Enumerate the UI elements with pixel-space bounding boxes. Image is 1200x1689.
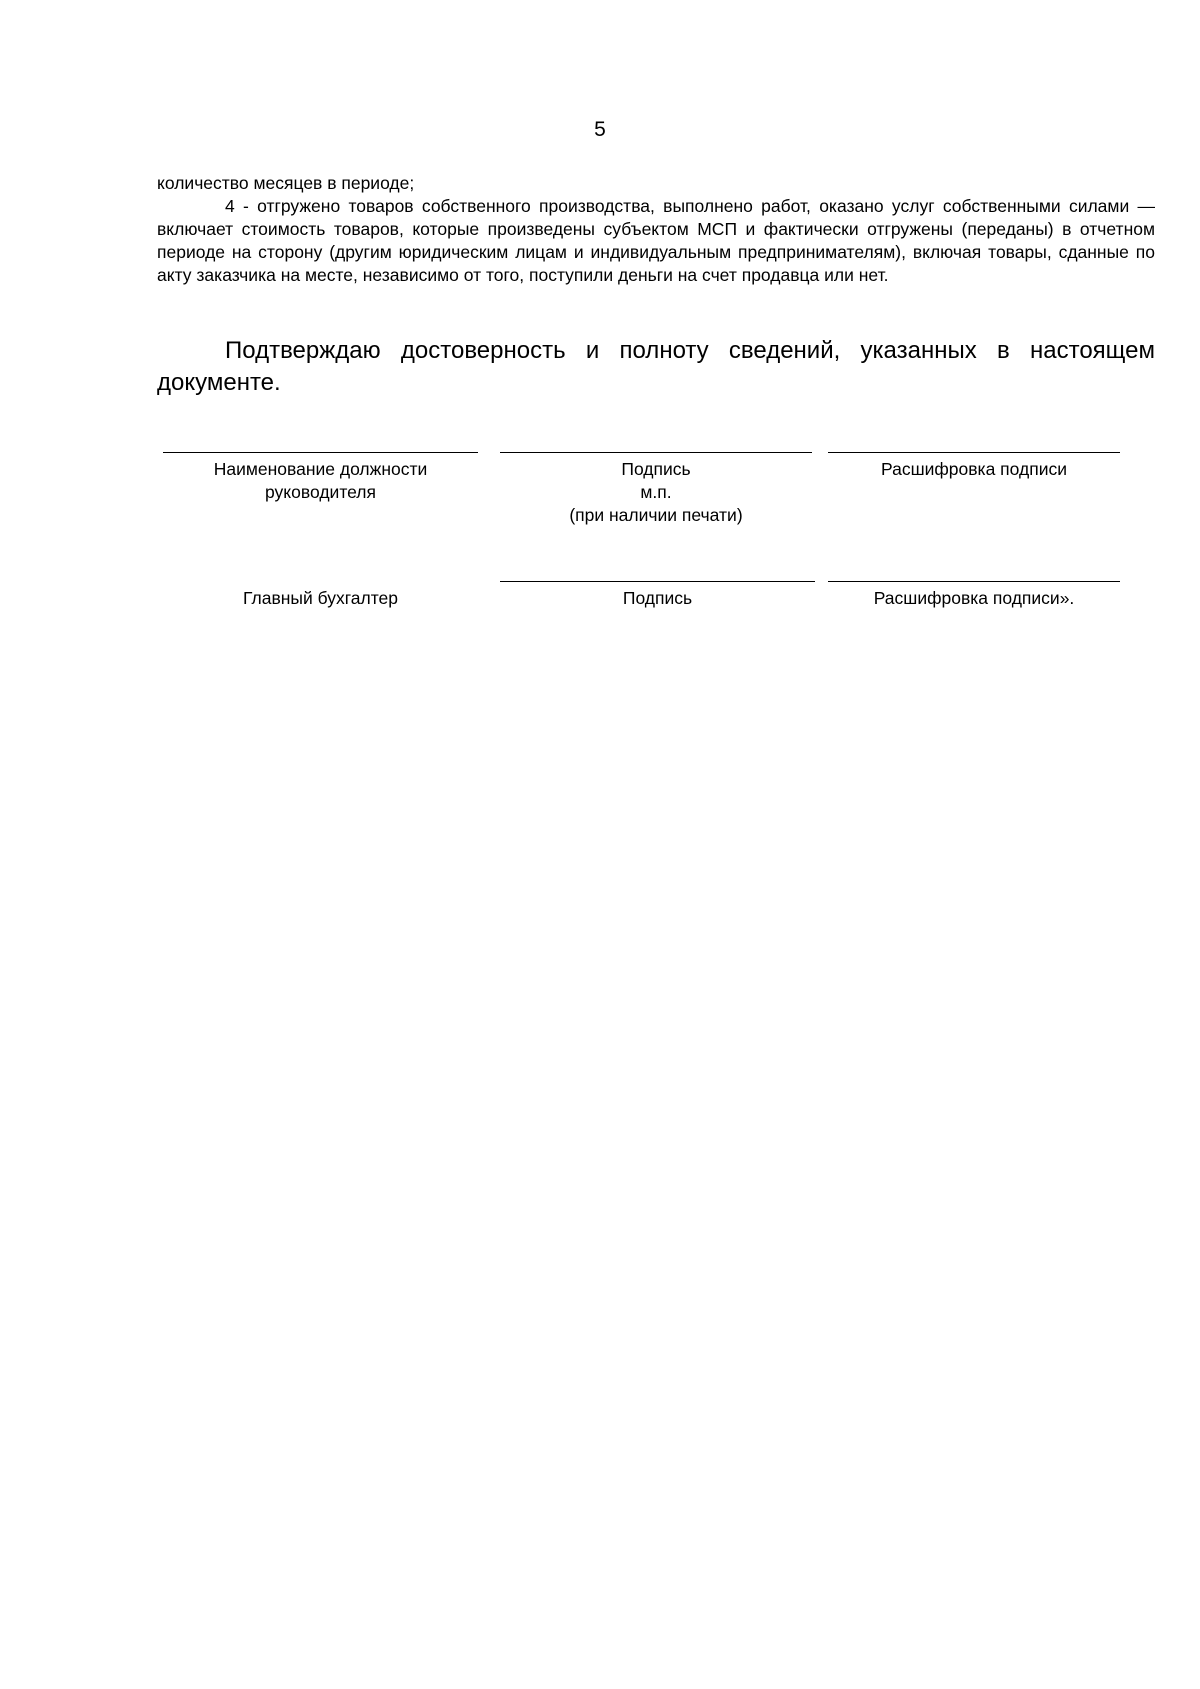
head-signature-line	[500, 452, 812, 453]
accountant-decoding-caption: Расшифровка подписи».	[873, 588, 1075, 608]
head-position-label-line2: руководителя	[265, 482, 376, 502]
stamp-note: (при наличии печати)	[569, 505, 743, 525]
page-number: 5	[594, 118, 606, 141]
head-signature-label	[500, 458, 812, 527]
confirmation-statement: Подтверждаю достоверность и полноту сведений, указанных в настоящем документе.	[157, 337, 1155, 396]
accountant-title	[163, 587, 478, 610]
accountant-decoding-label	[828, 587, 1120, 610]
head-position-line	[163, 452, 478, 453]
body-text	[157, 172, 1155, 287]
head-position-label	[163, 458, 478, 504]
paragraph-months: количество месяцев в периоде;	[157, 173, 415, 193]
head-signature-caption: Подпись	[621, 459, 691, 479]
head-decoding-label	[828, 458, 1120, 481]
accountant-signature-line	[500, 581, 815, 582]
head-decoding-line	[828, 452, 1120, 453]
head-decoding-caption: Расшифровка подписи	[881, 459, 1067, 479]
accountant-signature-caption: Подпись	[622, 588, 693, 608]
head-position-label-line1: Наименование должности	[213, 459, 428, 479]
stamp-label: м.п.	[640, 482, 672, 502]
paragraph-item-4: 4 - отгружено товаров собственного производства, выполнено работ, оказано услуг собственными силами — включает стоимость товаров, которые произведены субъектом МСП и фактически отгружены (переданы) в отчетном периоде на сторону (другим юридическим лицам и индивидуальным предпринимателям), включая товары, сданные по акту заказчика на месте, независимо от того, поступили деньги на счет продавца или нет.	[157, 196, 1155, 285]
accountant-title-text: Главный бухгалтер	[243, 588, 398, 608]
accountant-decoding-line	[828, 581, 1120, 582]
accountant-signature-label	[500, 587, 815, 610]
